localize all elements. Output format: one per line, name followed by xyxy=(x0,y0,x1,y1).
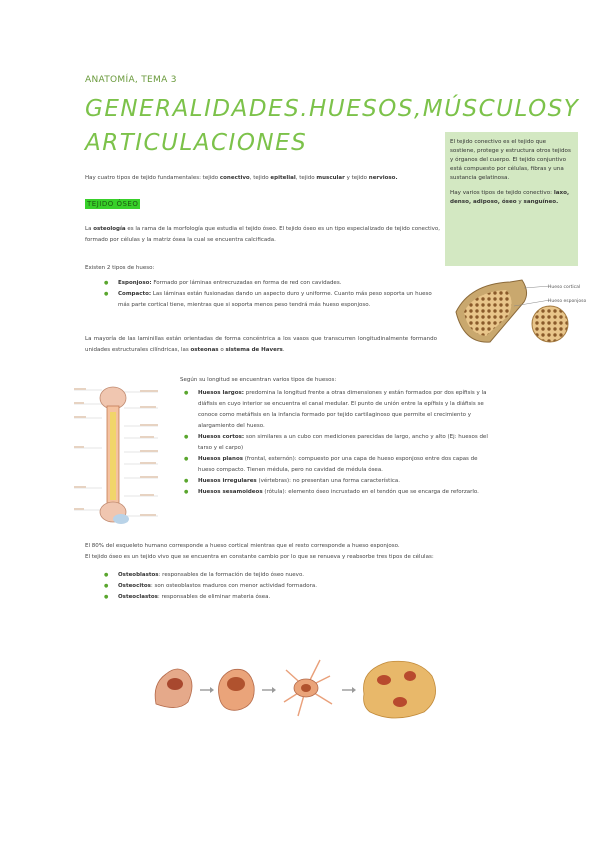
length-types-list xyxy=(180,388,490,498)
list-item: ● Esponjoso: Formado por láminas entrecruzadas en forma de red con cavidades. xyxy=(100,278,445,289)
list-item: ● Huesos sesamoideos (rótula): elemento óseo incrustado en el tendón que se encarga de reforzarlo. xyxy=(180,487,490,498)
list-item: ● Huesos irregulares (vértebras): no presentan una forma característica. xyxy=(180,476,490,487)
bone-types-list xyxy=(100,278,445,311)
list-item: ● Huesos planos (frontal, esternón): compuesto por una capa de hueso esponjoso entre dos capas de hueso compacto. Tienen médula, pero no cavidad de médula ósea. xyxy=(180,454,490,476)
lamellae-paragraph: La mayoría de las laminillas están orientadas de forma concéntrica a los vasos que transcurren longitudinalmente formando unidades estructurales cilíndricas, las osteonas o sistema de Havers. xyxy=(85,336,437,353)
title-word: HUESOS, xyxy=(309,96,423,122)
list-item: ● Osteoblastos: responsables de la formación de tejido óseo nuevo. xyxy=(100,570,480,581)
bone-cells-list xyxy=(100,570,480,603)
bone-types-intro: Existen 2 tipos de hueso: xyxy=(85,265,155,271)
bone-label: Hueso cortical xyxy=(548,285,581,290)
long-bone-image xyxy=(68,378,176,528)
length-types-intro: Según su longitud se encuentran varios tipos de huesos: xyxy=(180,377,337,383)
list-item: ● Huesos cortos: son similares a un cubo con mediciones parecidas de largo, ancho y alto (Ej: huesos del tarso y el carpo) xyxy=(180,432,490,454)
connective-tissue-note xyxy=(445,132,578,266)
bone-section-image xyxy=(450,272,587,350)
title-word: Y xyxy=(563,96,580,122)
bone-cells-paragraph: El 80% del esqueleto humano corresponde a hueso cortical mientras que el resto corresponde a hueso esponjoso. El tejido óseo es un tejido vivo que se encuentra en constante cambio por lo que se renueva y reabsorbe tres tipos de células: xyxy=(85,543,434,560)
title-word: MÚSCULOS xyxy=(422,96,564,122)
list-item: ● Osteocitos: son osteoblastos maduros con menor actividad formadora. xyxy=(100,581,480,592)
note-p1: El tejido conectivo es el tejido que sostiene, protege y estructura otros tejidos y órganos del cuerpo. El tejido conjuntivo está compuesto por células, fibras y una sustancia gelatinosa. xyxy=(450,139,571,181)
osteology-paragraph: La osteología es la rama de la morfología que estudia el tejido óseo. El tejido óseo es un tipo especializado de tejido conectivo, formado por células y la matriz ósea la cual se encuentra calcificada. xyxy=(85,226,441,243)
subject-label: ANATOMÍA, TEMA 3 xyxy=(85,75,177,85)
list-item: ● Compacto: Las láminas están fusionadas dando un aspecto duro y uniforme. Cuanto más peso soporta un hueso más parte cortical tiene, mientras que si soporta menos peso tendrá más hueso esponjoso. xyxy=(100,289,445,311)
intro-paragraph: Hay cuatro tipos de tejido fundamentales: tejido conectivo, tejido epitelial, tejido muscular y tejido nervioso. xyxy=(85,175,398,181)
list-item: ● Huesos largos: predomina la longitud frente a otras dimensiones y están formados por dos epífisis y la diáfisis en cuyo interior se encuentra el canal medular. El punto de unión entre la epífisis y la diáfisis se conoce como metáfisis en la infancia formado por tejido cartilaginoso que permite el crecimiento y alargamiento del hueso. xyxy=(180,388,490,432)
bone-label: Hueso esponjoso xyxy=(548,299,587,304)
title-line2: ARTICULACIONES xyxy=(85,130,308,156)
bone-cells-image xyxy=(148,650,448,725)
section-highlight: TEJIDO ÓSEO xyxy=(87,200,139,208)
title-word: GENERALIDADES. xyxy=(85,96,310,122)
list-item: ● Osteoclastos: responsables de eliminar materia ósea. xyxy=(100,592,480,603)
note-p2: Hay varios tipos de tejido conectivo: laxo, denso, adiposo, óseo y sanguíneo. xyxy=(450,190,570,205)
